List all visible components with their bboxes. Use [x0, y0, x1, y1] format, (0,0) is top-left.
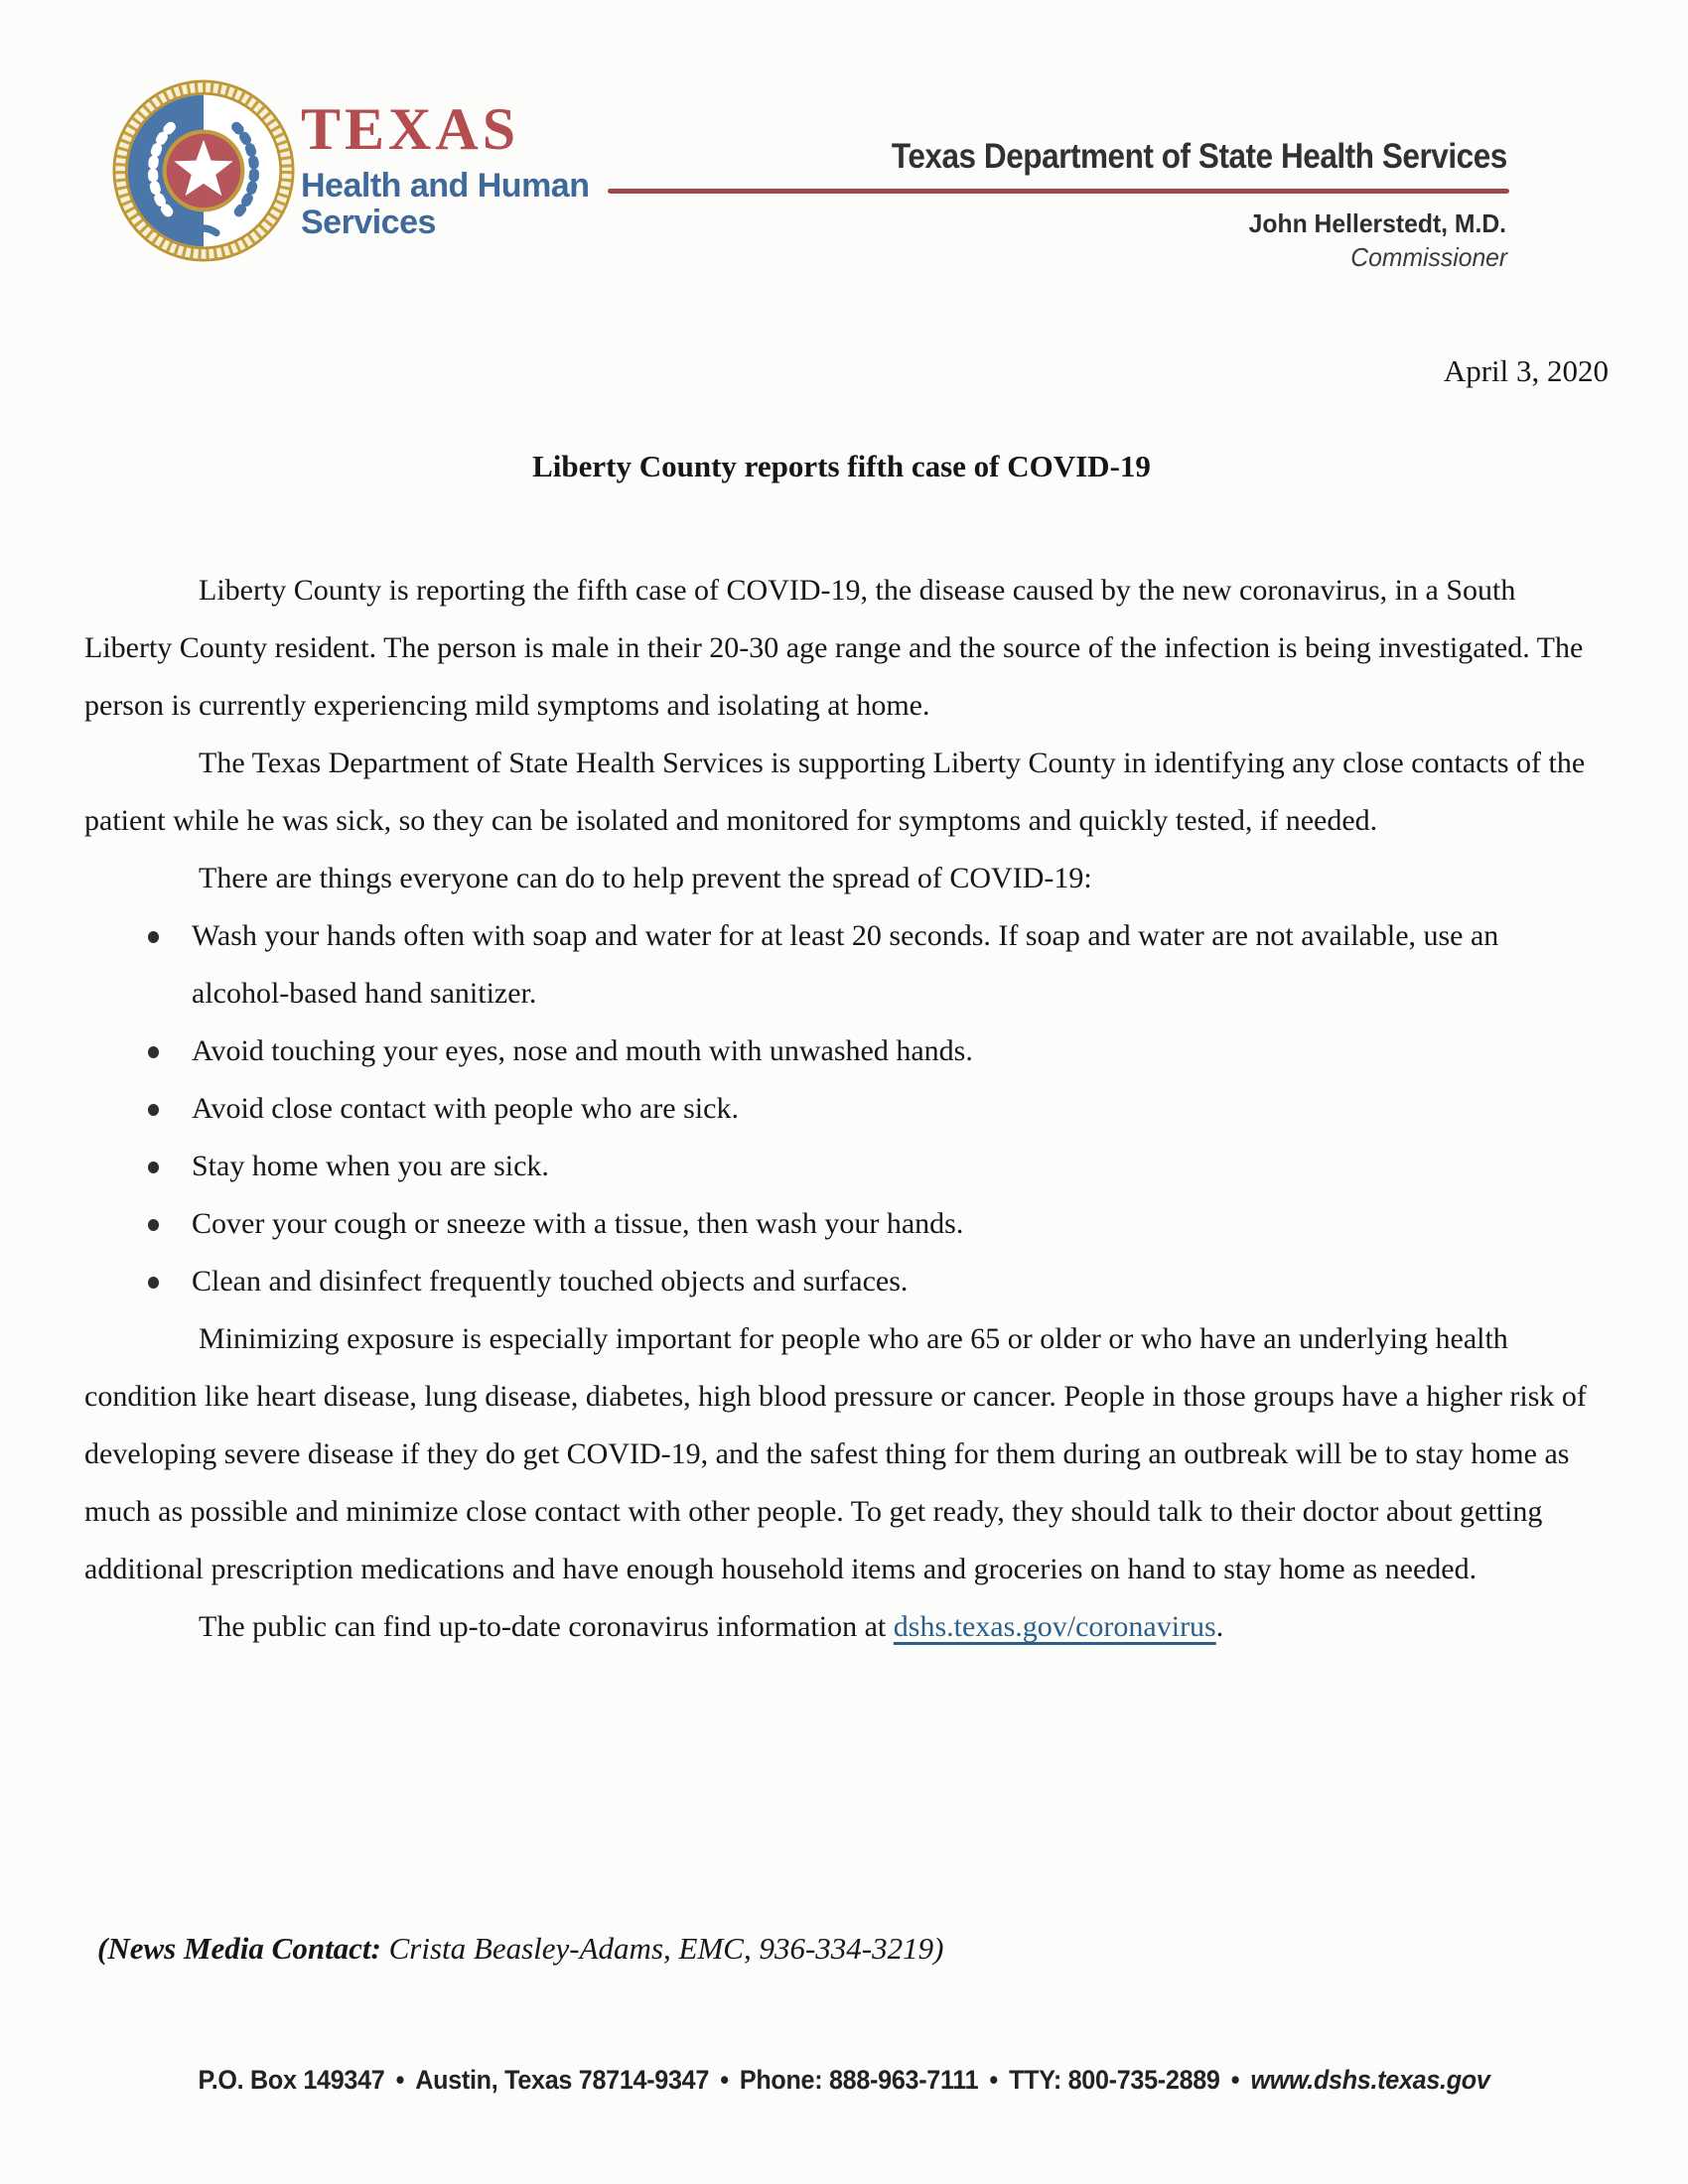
footer-tty: TTY: 800-735-2889 [1009, 2065, 1220, 2095]
bullet-icon [148, 1219, 159, 1231]
bullet-icon [148, 1277, 159, 1289]
letter-date: April 3, 2020 [1443, 353, 1609, 388]
footer-phone: Phone: 888-963-7111 [739, 2065, 979, 2095]
media-contact-label: (News Media Contact: [97, 1931, 381, 1966]
footer-separator: • [395, 2065, 405, 2095]
prevention-list [84, 907, 1599, 1310]
list-item-text: Wash your hands often with soap and water for at least 20 seconds. If soap and water are not available, use an alcohol-based hand sanitizer. [192, 919, 1499, 1010]
list-item [84, 907, 1599, 1023]
wordmark-subtitle-line1: Health and Human [301, 167, 590, 205]
paragraph-first-case: Liberty County is reporting the fifth case of COVID-19, the disease caused by the new coronavirus, in a South Liberty County resident. The person is male in their 20-30 age range and the source of the infection is being investigated. The person is currently experiencing mild symptoms and isolating at home. [84, 574, 1584, 722]
list-item-text: Cover your cough or sneeze with a tissue, then wash your hands. [192, 1207, 964, 1240]
letterhead-footer [60, 2065, 1629, 2096]
list-item [84, 1023, 1599, 1080]
list-item-text: Avoid close contact with people who are sick. [192, 1092, 739, 1125]
list-item [84, 1253, 1599, 1310]
more-info-prefix: The public can find up-to-date coronavirus information at [199, 1610, 894, 1643]
header-rule [608, 189, 1509, 194]
list-item [84, 1195, 1599, 1253]
bullet-icon [148, 1161, 159, 1173]
commissioner-name: John Hellerstedt, M.D. [1248, 208, 1506, 238]
coronavirus-info-link[interactable]: dshs.texas.gov/coronavirus [893, 1610, 1216, 1643]
bullet-icon [148, 931, 159, 943]
paragraph-minimizing-exposure: Minimizing exposure is especially important for people who are 65 or older or who have an underlying health condition like heart disease, lung disease, diabetes, high blood pressure or cancer. People in those groups have a higher risk of developing severe disease if they do get COVID-19, and the safest thing for them during an outbreak will be to stay home as much as possible and minimize close contact with other people. To get ready, they should talk to their doctor about getting additional prescription medications and have enough household items and groceries on hand to stay home as needed. [84, 1322, 1587, 1585]
paragraph-more-info [84, 1598, 1599, 1656]
bullet-icon [148, 1046, 159, 1058]
more-info-suffix: . [1215, 1610, 1224, 1643]
wordmark-texas: TEXAS [301, 96, 520, 162]
news-media-contact [97, 1931, 943, 1967]
list-item-text: Clean and disinfect frequently touched objects and surfaces. [192, 1265, 909, 1297]
footer-separator: • [1230, 2065, 1240, 2095]
bullet-icon [148, 1104, 159, 1116]
media-contact-value: Crista Beasley-Adams, EMC, 936-334-3219) [380, 1931, 944, 1966]
list-item [84, 1080, 1599, 1138]
footer-website: www.dshs.texas.gov [1250, 2065, 1490, 2095]
footer-po-box: P.O. Box 149347 [198, 2065, 385, 2095]
paragraph-contact-tracing: The Texas Department of State Health Services is supporting Liberty County in identifying any close contacts of the patient while he was sick, so they can be isolated and monitored for symptoms and quickly tested, if needed. [84, 747, 1586, 837]
wordmark-subtitle-line2: Services [301, 204, 436, 241]
footer-city: Austin, Texas 78714-9347 [415, 2065, 710, 2095]
commissioner-title: Commissioner [1350, 242, 1507, 272]
texas-hhs-seal-icon [112, 75, 295, 266]
press-release-title: Liberty County reports fifth case of COVID-19 [532, 449, 1151, 483]
list-item-text: Avoid touching your eyes, nose and mouth with unwashed hands. [192, 1034, 973, 1067]
agency-wordmark [301, 96, 590, 241]
paragraph-prevention-intro: There are things everyone can do to help prevent the spread of COVID-19: [199, 862, 1092, 894]
footer-separator: • [720, 2065, 729, 2095]
department-heading: Texas Department of State Health Services [892, 137, 1507, 176]
list-item-text: Stay home when you are sick. [192, 1150, 549, 1182]
footer-separator: • [989, 2065, 998, 2095]
list-item [84, 1138, 1599, 1195]
letter-body [84, 562, 1599, 1656]
